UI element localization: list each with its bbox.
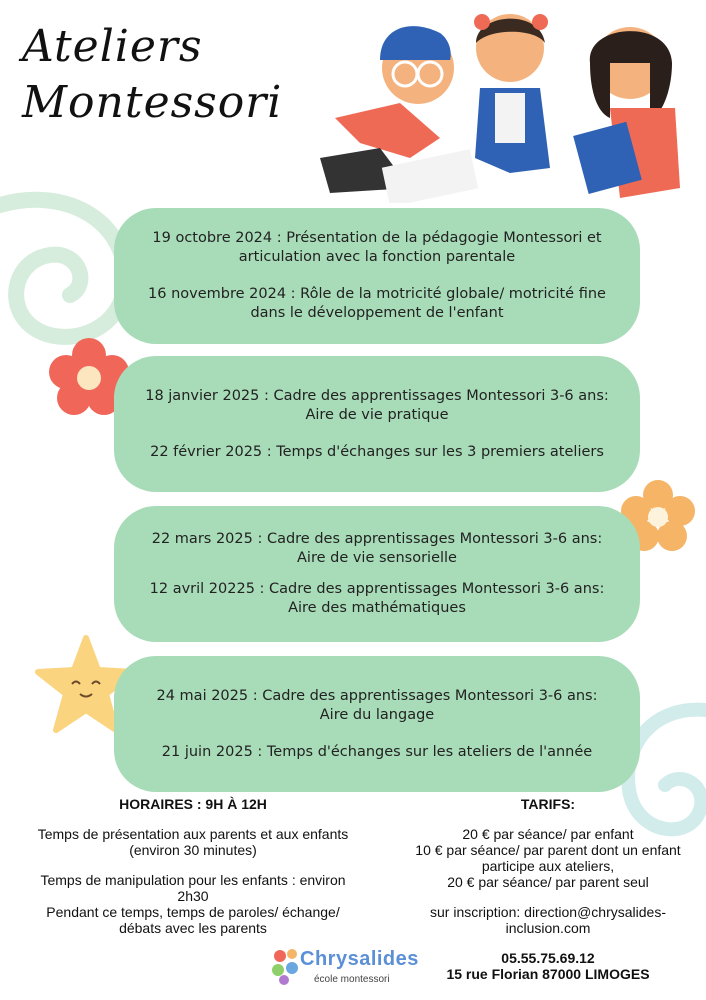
horaires-section	[4, 796, 382, 936]
horaires-text: Temps de manipulation pour les enfants : environ	[40, 872, 346, 888]
tarifs-section	[390, 796, 706, 982]
session-line: Aire de vie sensorielle	[297, 550, 457, 566]
session-line: 21 juin 2025 : Temps d'échanges sur les ateliers de l'année	[161, 743, 593, 760]
session-line: 18 janvier 2025 : Cadre des apprentissages Montessori 3-6 ans:	[145, 387, 609, 404]
session-line: 12 avril 20225 : Cadre des apprentissages Montessori 3-6 ans:	[149, 581, 605, 597]
session-line: 19 octobre 2024 : Présentation de la pédagogie Montessori et	[152, 230, 602, 246]
email-text: sur inscription: direction@chrysalides-	[430, 904, 666, 920]
tarifs-text: 20 € par séance/ par enfant	[462, 826, 634, 842]
session-line: articulation avec la fonction parentale	[238, 249, 516, 265]
tarifs-heading: TARIFS:	[520, 796, 576, 812]
session-line: Aire des mathématiques	[288, 600, 466, 616]
tarifs-text: 10 € par séance/ par parent dont un enfant	[415, 842, 681, 858]
horaires-text: 2h30	[177, 888, 209, 904]
logo-subtitle: école montessori	[314, 974, 390, 985]
session-line: 24 mai 2025 : Cadre des apprentissages Montessori 3-6 ans:	[156, 687, 598, 704]
session-line: 22 février 2025 : Temps d'échanges sur les 3 premiers ateliers	[150, 443, 604, 460]
session-card-2	[114, 356, 640, 492]
session-line: Aire de vie pratique	[305, 406, 449, 423]
horaires-text: (environ 30 minutes)	[129, 842, 257, 858]
horaires-text: Temps de présentation aux parents et aux enfants	[37, 826, 349, 842]
title-line-2: Montessori	[22, 77, 283, 128]
horaires-text: Pendant ce temps, temps de paroles/ échange/	[46, 904, 340, 920]
horaires-text: débats avec les parents	[119, 920, 267, 936]
logo-butterfly-icon	[270, 946, 304, 986]
tarifs-text: 20 € par séance/ par parent seul	[447, 874, 649, 890]
chrysalides-logo	[270, 944, 419, 994]
tarifs-text: participe aux ateliers,	[481, 858, 615, 874]
title-line-1: Ateliers	[22, 21, 203, 72]
session-line: dans le développement de l'enfant	[250, 305, 504, 321]
children-illustration	[300, 8, 700, 203]
session-card-3	[114, 506, 640, 642]
session-card-1	[114, 208, 640, 344]
horaires-heading: HORAIRES : 9H À 12H	[119, 796, 267, 812]
address: 15 rue Florian 87000 LIMOGES	[446, 966, 650, 982]
session-line: Aire du langage	[319, 706, 435, 723]
session-card-4	[114, 656, 640, 792]
session-line: 22 mars 2025 : Cadre des apprentissages Montessori 3-6 ans:	[151, 531, 603, 547]
session-line: 16 novembre 2024 : Rôle de la motricité globale/ motricité fine	[148, 286, 606, 302]
logo-name: Chrysalides	[300, 948, 419, 970]
phone-number: 05.55.75.69.12	[501, 950, 595, 966]
email-text: inclusion.com	[505, 920, 591, 936]
